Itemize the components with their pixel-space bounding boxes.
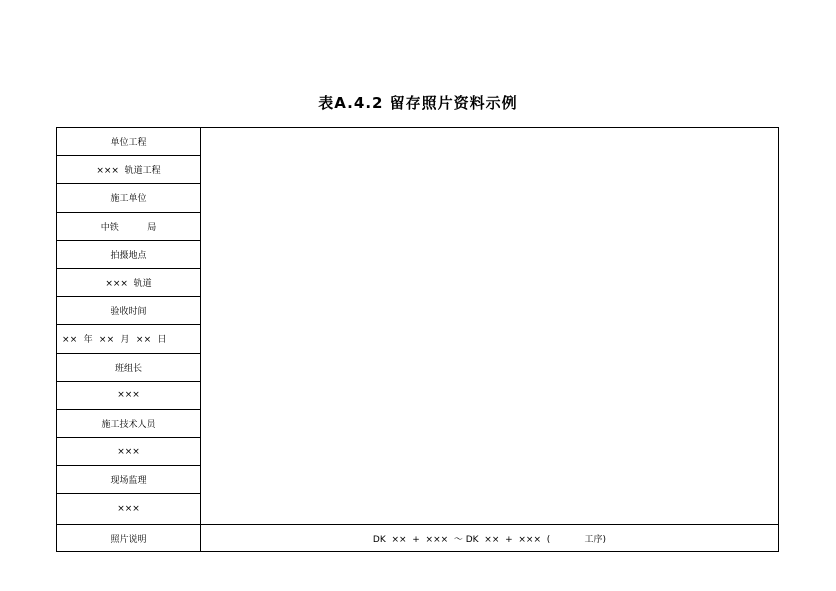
- field-contractor-value: 中铁 局: [57, 213, 200, 241]
- field-unit-project-label: 单位工程: [57, 128, 200, 156]
- photo-area: [201, 128, 778, 524]
- field-inspection-time-value: ×× 年 ×× 月 ×× 日: [57, 325, 200, 353]
- field-location-label: 拍摄地点: [57, 241, 200, 269]
- photo-description-value: DK ×× + ××× ～ DK ×× + ××× ( 工序): [372, 534, 607, 545]
- field-technician-label: 施工技术人员: [57, 410, 200, 438]
- field-team-leader-label: 班组长: [57, 354, 200, 382]
- photo-description-label: 照片说明: [57, 525, 201, 551]
- field-technician-value: ×××: [57, 438, 200, 466]
- info-column: [57, 128, 201, 524]
- field-location-value: ××× 轨道: [57, 269, 200, 297]
- field-unit-project-value: ××× 轨道工程: [57, 156, 200, 184]
- field-inspection-time-label: 验收时间: [57, 297, 200, 325]
- photo-description-row: [57, 524, 778, 551]
- page-title: 表A.4.2 留存照片资料示例: [318, 94, 518, 112]
- photo-record-form: [56, 127, 779, 552]
- field-contractor-label: 施工单位: [57, 184, 200, 212]
- field-supervisor-label: 现场监理: [57, 466, 200, 494]
- field-team-leader-value: ×××: [57, 382, 200, 410]
- field-supervisor-value: ×××: [117, 503, 140, 514]
